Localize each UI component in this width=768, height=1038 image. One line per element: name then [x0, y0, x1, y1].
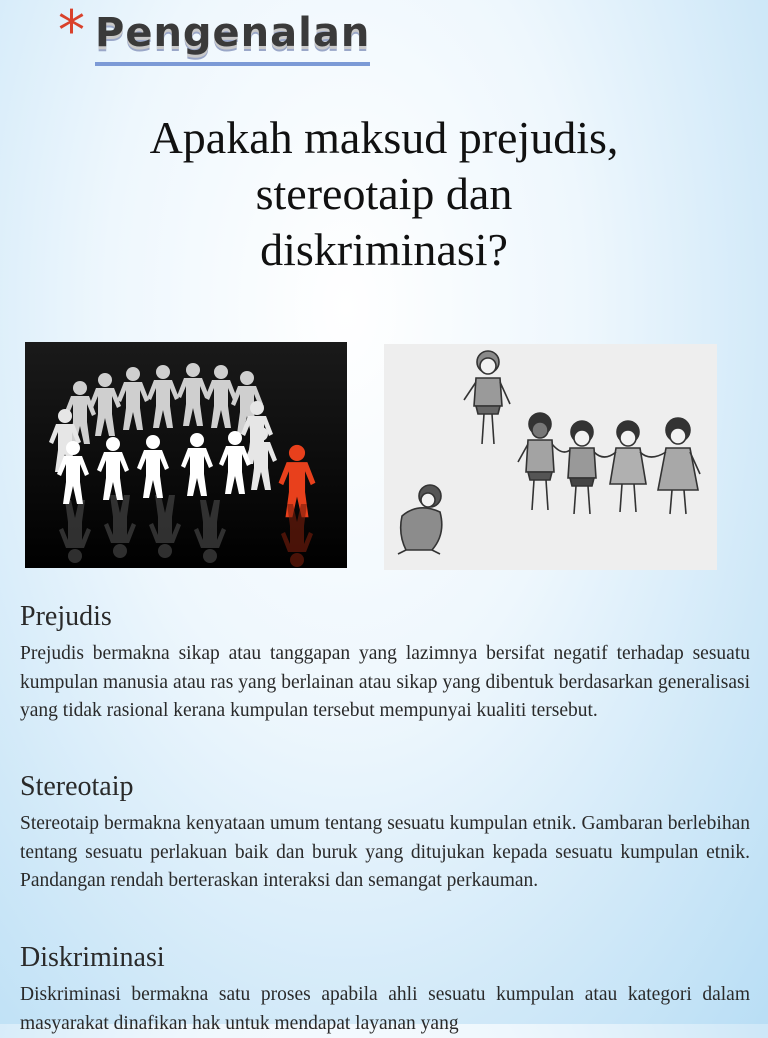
section-heading: Stereotaip	[20, 771, 134, 802]
crowd-figures-icon	[25, 342, 347, 568]
headline	[0, 110, 768, 278]
section-body: Stereotaip bermakna kenyataan umum tentang sesuatu kumpulan etnik. Gambaran berlebihan tentang sesuatu perlakuan baik dan buruk yang ditujukan kepada sesuatu kumpulan etnik. Pandangan rendah berteraskan interaksi dan semangat perkauman.	[20, 813, 750, 891]
section-heading: Diskriminasi	[20, 942, 165, 973]
children-image	[384, 344, 717, 570]
page-title: Pengenalan	[95, 4, 370, 66]
headline-line-2: stereotaip dan	[255, 168, 513, 219]
section-stereotaip	[20, 770, 750, 896]
crowd-image	[25, 342, 347, 568]
children-figures-icon	[384, 344, 717, 570]
section-body: Prejudis bermakna sikap atau tanggapan yang lazimnya bersifat negatif terhadap sesuatu kumpulan manusia atau ras yang berlainan atau sikap yang dibentuk berdasarkan generalisasi yang tidak rasional kerana kumpulan tersebut mempunyai kualiti tersebut.	[20, 643, 750, 721]
section-heading: Prejudis	[20, 601, 112, 632]
asterisk-bullet-icon: *	[58, 0, 85, 62]
section-prejudis	[20, 600, 750, 726]
section-body: Diskriminasi bermakna satu proses apabila ahli sesuatu kumpulan atau kategori dalam masyarakat dinafikan hak untuk mendapat layanan yang	[20, 984, 750, 1034]
slide-header	[58, 0, 371, 74]
headline-line-3: diskriminasi?	[260, 224, 508, 275]
section-diskriminasi	[20, 941, 750, 1038]
headline-line-1: Apakah maksud prejudis,	[149, 112, 619, 163]
